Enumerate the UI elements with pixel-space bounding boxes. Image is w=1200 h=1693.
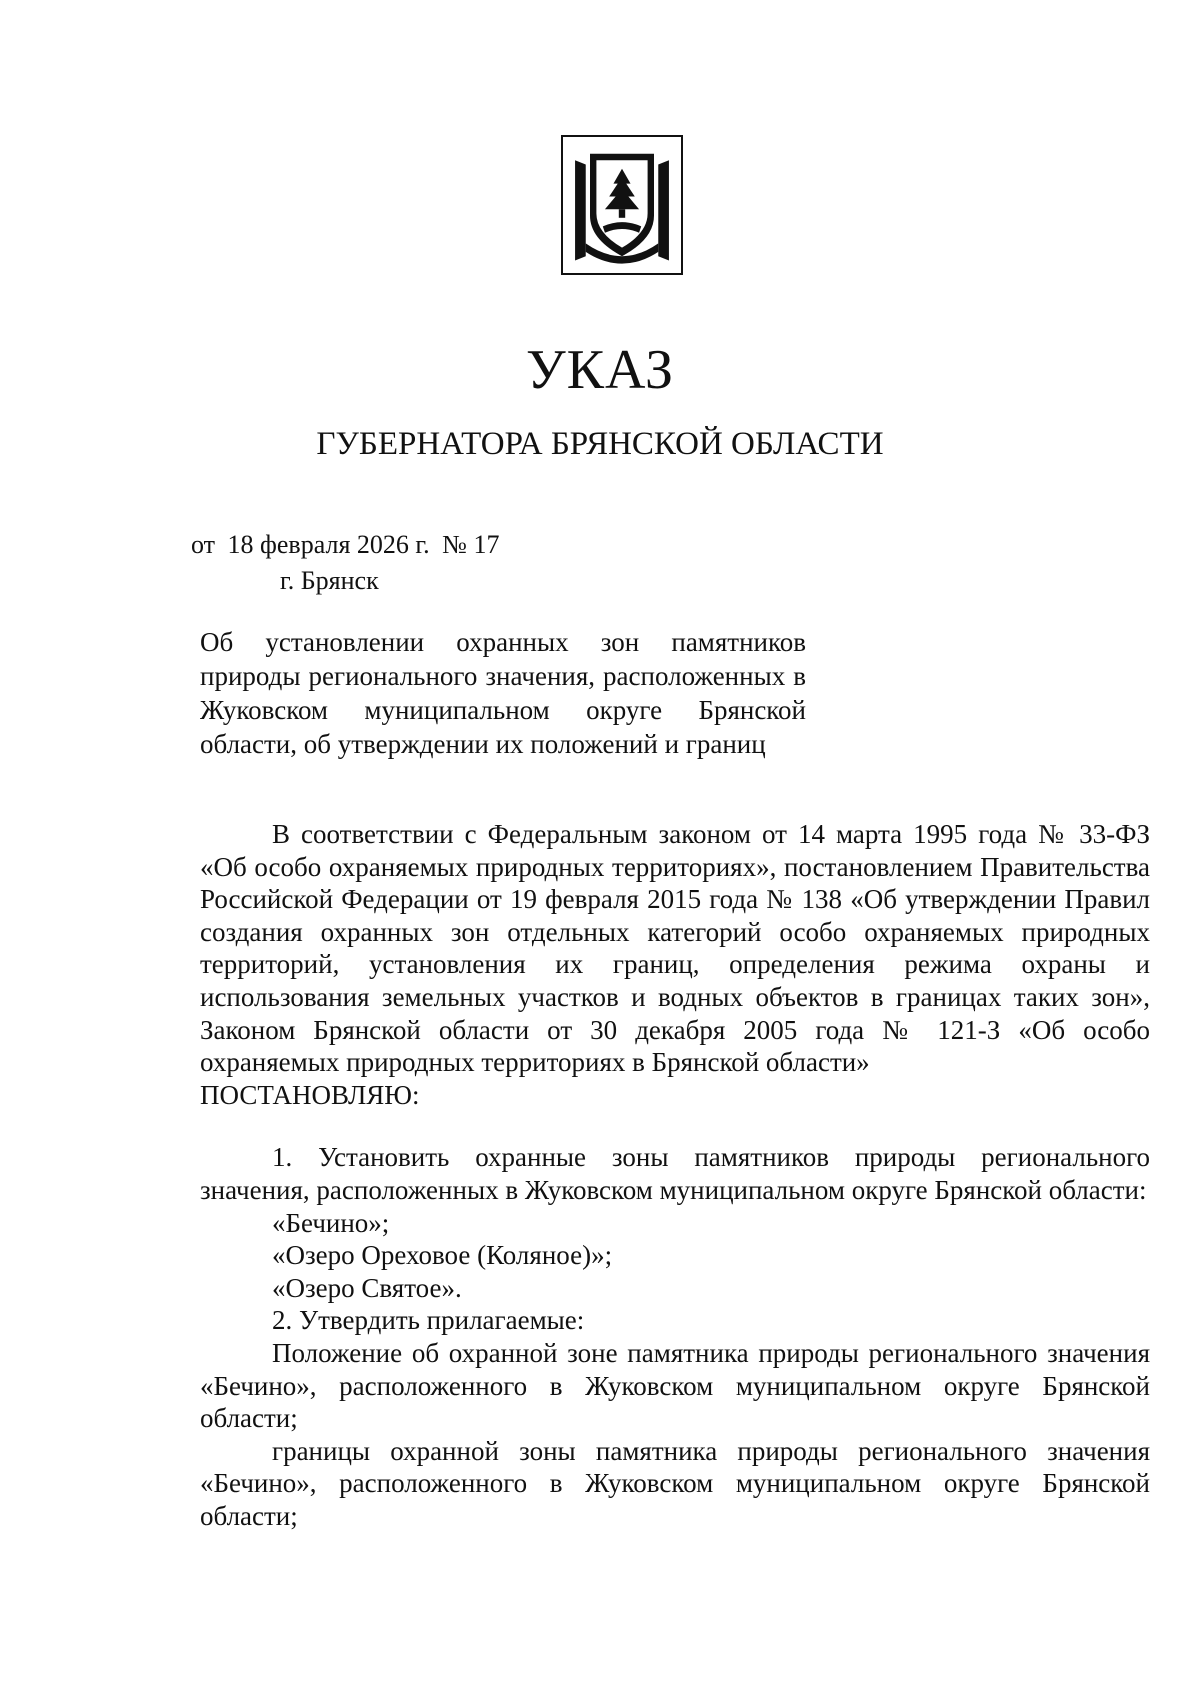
list-item: «Озеро Ореховое (Коляное)»; bbox=[272, 1240, 613, 1271]
list-item: «Бечино»; bbox=[272, 1207, 390, 1238]
coat-of-arms-icon bbox=[567, 141, 677, 269]
document-heading: Об установлении охранных зон памятников природы регионального значения, расположенных в Жуковском муниципальном округе Брянской области, об утверждении их положений и границ bbox=[200, 627, 806, 759]
date-number-line bbox=[191, 530, 505, 560]
resolve-word: ПОСТАНОВЛЯЮ: bbox=[200, 1079, 420, 1110]
document-title: УКАЗ bbox=[525, 339, 675, 401]
document-city: г. Брянск bbox=[280, 566, 379, 595]
document-body bbox=[200, 818, 1150, 1532]
coat-of-arms-emblem bbox=[561, 135, 683, 275]
document-date: 18 февраля 2026 г. bbox=[227, 530, 430, 559]
document-number: № 17 bbox=[442, 530, 500, 559]
list-item: границы охранной зоны памятника природы регионального значения «Бечино», расположенного в Жуковском муниципальном округе Брянской области; bbox=[200, 1435, 1150, 1531]
list-item: Положение об охранной зоне памятника природы регионального значения «Бечино», расположенного в Жуковском муниципальном округе Брянской области; bbox=[200, 1337, 1150, 1434]
preamble-paragraph: В соответствии с Федеральным законом от 14 марта 1995 года № 33-ФЗ «Об особо охраняемых природных территориях», постановлением Правительства Российской Федерации от 19 февраля 2015 года № 138 «Об утверждении Правил создания охранных зон отдельных категорий особо охраняемых природных территорий, установления их границ, определения режима охраны и использования земельных участков и водных объектов в границах таких зон», Законом Брянской области от 30 декабря 2005 года № 121-З «Об особо охраняемых природных территориях в Брянской области» bbox=[200, 819, 1150, 1078]
document-subtitle: ГУБЕРНАТОРА БРЯНСКОЙ ОБЛАСТИ bbox=[316, 426, 884, 462]
list-item: 1. Установить охранные зоны памятников природы регионального значения, расположенных в Жуковском муниципальном округе Брянской области: bbox=[200, 1142, 1150, 1205]
list-item: «Озеро Святое». bbox=[272, 1272, 462, 1303]
date-prefix: от bbox=[191, 530, 216, 559]
list-item: 2. Утвердить прилагаемые: bbox=[272, 1305, 585, 1336]
